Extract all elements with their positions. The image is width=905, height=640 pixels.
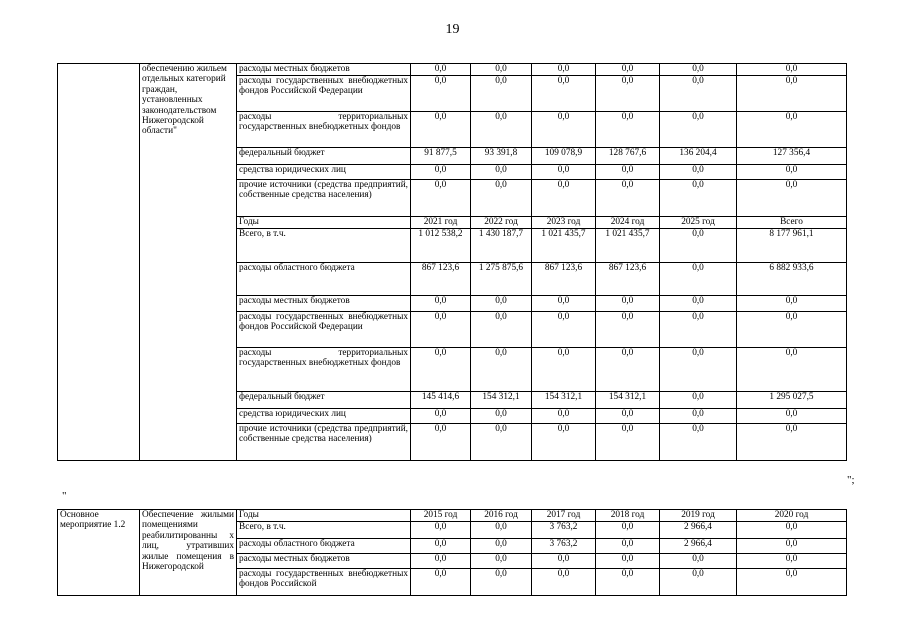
year-header-cell: 2016 год bbox=[471, 510, 532, 522]
value-cell: 867 123,6 bbox=[596, 263, 660, 296]
year-header-cell: 2019 год bbox=[660, 510, 737, 522]
value-cell: 0,0 bbox=[737, 424, 847, 461]
measure-name-cell: Основное мероприятие 1.2 bbox=[58, 510, 140, 596]
value-cell: 0,0 bbox=[532, 64, 596, 76]
year-header-cell: 2025 год bbox=[660, 217, 737, 229]
value-cell: 128 767,6 bbox=[596, 148, 660, 165]
value-cell: 154 312,1 bbox=[596, 392, 660, 409]
value-cell: 0,0 bbox=[471, 76, 532, 112]
value-cell: 0,0 bbox=[660, 569, 737, 596]
value-cell: 0,0 bbox=[596, 112, 660, 148]
source-label-cell: Всего, в т.ч. bbox=[237, 229, 411, 263]
source-label-cell: Всего, в т.ч. bbox=[237, 522, 411, 539]
value-cell: 2 966,4 bbox=[660, 539, 737, 554]
value-cell: 0,0 bbox=[596, 539, 660, 554]
year-header-cell: 2024 год bbox=[596, 217, 660, 229]
value-cell: 0,0 bbox=[532, 348, 596, 392]
value-cell: 145 414,6 bbox=[411, 392, 471, 409]
source-label-cell: прочие источники (средства предприятий, собственные средства населения) bbox=[237, 180, 411, 217]
value-cell: 0,0 bbox=[411, 522, 471, 539]
value-cell: 93 391,8 bbox=[471, 148, 532, 165]
value-cell: 0,0 bbox=[737, 312, 847, 348]
years-label-cell: Годы bbox=[237, 217, 411, 229]
value-cell: 0,0 bbox=[411, 539, 471, 554]
value-cell: 127 356,4 bbox=[737, 148, 847, 165]
value-cell: 0,0 bbox=[660, 424, 737, 461]
value-cell: 109 078,9 bbox=[532, 148, 596, 165]
value-cell: 0,0 bbox=[471, 64, 532, 76]
year-header-cell: 2023 год bbox=[532, 217, 596, 229]
value-cell: 0,0 bbox=[596, 424, 660, 461]
source-label-cell: расходы государственных внебюджетных фондов Российской Федерации bbox=[237, 76, 411, 112]
source-label-cell: федеральный бюджет bbox=[237, 148, 411, 165]
value-cell: 0,0 bbox=[660, 554, 737, 569]
source-label-cell: расходы местных бюджетов bbox=[237, 554, 411, 569]
source-label-cell: прочие источники (средства предприятий, собственные средства населения) bbox=[237, 424, 411, 461]
value-cell: 0,0 bbox=[596, 64, 660, 76]
source-label-cell: средства юридических лиц bbox=[237, 165, 411, 180]
value-cell: 0,0 bbox=[411, 312, 471, 348]
value-cell: 0,0 bbox=[532, 554, 596, 569]
opening-quote-mark: " bbox=[62, 490, 67, 502]
value-cell: 0,0 bbox=[471, 165, 532, 180]
value-cell: 136 204,4 bbox=[660, 148, 737, 165]
value-cell: 1 295 027,5 bbox=[737, 392, 847, 409]
value-cell: 0,0 bbox=[737, 112, 847, 148]
value-cell: 0,0 bbox=[660, 76, 737, 112]
source-label-cell: расходы областного бюджета bbox=[237, 539, 411, 554]
value-cell: 0,0 bbox=[660, 112, 737, 148]
value-cell: 0,0 bbox=[411, 554, 471, 569]
value-cell: 0,0 bbox=[411, 180, 471, 217]
value-cell: 0,0 bbox=[737, 554, 847, 569]
value-cell: 0,0 bbox=[596, 180, 660, 217]
table-row bbox=[58, 64, 847, 76]
value-cell: 1 275 875,6 bbox=[471, 263, 532, 296]
value-cell: 0,0 bbox=[471, 312, 532, 348]
value-cell: 0,0 bbox=[596, 76, 660, 112]
value-cell: 0,0 bbox=[596, 312, 660, 348]
value-cell: 0,0 bbox=[411, 424, 471, 461]
value-cell: 0,0 bbox=[596, 554, 660, 569]
source-label-cell: расходы государственных внебюджетных фондов Российской bbox=[237, 569, 411, 596]
value-cell: 0,0 bbox=[596, 348, 660, 392]
value-cell: 0,0 bbox=[737, 539, 847, 554]
financing-table-measure-1-2 bbox=[57, 509, 847, 596]
value-cell: 0,0 bbox=[737, 76, 847, 112]
value-cell: 0,0 bbox=[532, 165, 596, 180]
value-cell: 0,0 bbox=[471, 424, 532, 461]
value-cell: 0,0 bbox=[660, 348, 737, 392]
value-cell: 867 123,6 bbox=[411, 263, 471, 296]
year-header-cell: 2022 год bbox=[471, 217, 532, 229]
value-cell: 0,0 bbox=[660, 180, 737, 217]
value-cell: 0,0 bbox=[532, 424, 596, 461]
value-cell: 0,0 bbox=[660, 312, 737, 348]
value-cell: 0,0 bbox=[596, 569, 660, 596]
value-cell: 0,0 bbox=[596, 165, 660, 180]
value-cell: 0,0 bbox=[737, 64, 847, 76]
financing-table-continued bbox=[57, 63, 847, 461]
source-label-cell: расходы областного бюджета bbox=[237, 263, 411, 296]
value-cell: 1 021 435,7 bbox=[532, 229, 596, 263]
value-cell: 0,0 bbox=[660, 296, 737, 312]
value-cell: 0,0 bbox=[660, 64, 737, 76]
year-header-cell: 2015 год bbox=[411, 510, 471, 522]
year-header-cell: Всего bbox=[737, 217, 847, 229]
value-cell: 8 177 961,1 bbox=[737, 229, 847, 263]
year-header-cell: 2018 год bbox=[596, 510, 660, 522]
value-cell: 0,0 bbox=[532, 296, 596, 312]
value-cell: 0,0 bbox=[596, 522, 660, 539]
value-cell: 0,0 bbox=[471, 180, 532, 217]
closing-quote-mark: "; bbox=[847, 474, 855, 486]
value-cell: 0,0 bbox=[737, 348, 847, 392]
measure-description-cell: Обеспечение жилыми помещениями реабилитированны х лиц, утративших жилые помещения в Нижегородской bbox=[140, 510, 237, 596]
value-cell: 1 021 435,7 bbox=[596, 229, 660, 263]
year-header-cell: 2021 год bbox=[411, 217, 471, 229]
value-cell: 867 123,6 bbox=[532, 263, 596, 296]
value-cell: 0,0 bbox=[737, 409, 847, 424]
value-cell: 0,0 bbox=[471, 569, 532, 596]
value-cell: 0,0 bbox=[532, 76, 596, 112]
value-cell: 0,0 bbox=[660, 165, 737, 180]
value-cell: 0,0 bbox=[532, 112, 596, 148]
value-cell: 154 312,1 bbox=[471, 392, 532, 409]
years-label-cell: Годы bbox=[237, 510, 411, 522]
value-cell: 0,0 bbox=[411, 76, 471, 112]
value-cell: 0,0 bbox=[596, 296, 660, 312]
value-cell: 0,0 bbox=[471, 409, 532, 424]
value-cell: 0,0 bbox=[411, 409, 471, 424]
source-label-cell: расходы территориальных государственных внебюджетных фондов bbox=[237, 112, 411, 148]
value-cell: 0,0 bbox=[532, 180, 596, 217]
value-cell: 0,0 bbox=[737, 569, 847, 596]
value-cell: 0,0 bbox=[411, 348, 471, 392]
value-cell: 0,0 bbox=[471, 539, 532, 554]
value-cell: 0,0 bbox=[532, 312, 596, 348]
source-label-cell: федеральный бюджет bbox=[237, 392, 411, 409]
value-cell: 0,0 bbox=[737, 522, 847, 539]
source-label-cell: расходы местных бюджетов bbox=[237, 64, 411, 76]
value-cell: 0,0 bbox=[532, 409, 596, 424]
value-cell: 0,0 bbox=[411, 569, 471, 596]
value-cell: 6 882 933,6 bbox=[737, 263, 847, 296]
value-cell: 0,0 bbox=[471, 554, 532, 569]
years-header-row bbox=[58, 510, 847, 522]
value-cell: 0,0 bbox=[411, 165, 471, 180]
value-cell: 91 877,5 bbox=[411, 148, 471, 165]
value-cell: 0,0 bbox=[471, 522, 532, 539]
value-cell: 0,0 bbox=[660, 229, 737, 263]
value-cell: 0,0 bbox=[596, 409, 660, 424]
value-cell: 0,0 bbox=[660, 263, 737, 296]
value-cell: 0,0 bbox=[411, 296, 471, 312]
description-cell: обеспечению жильем отдельных категорий граждан, установленных законодательством Нижегородской области" bbox=[140, 64, 237, 461]
value-cell: 0,0 bbox=[660, 392, 737, 409]
year-header-cell: 2017 год bbox=[532, 510, 596, 522]
program-cell bbox=[58, 64, 140, 461]
value-cell: 2 966,4 bbox=[660, 522, 737, 539]
year-header-cell: 2020 год bbox=[737, 510, 847, 522]
value-cell: 0,0 bbox=[411, 112, 471, 148]
value-cell: 0,0 bbox=[660, 409, 737, 424]
value-cell: 0,0 bbox=[411, 64, 471, 76]
value-cell: 154 312,1 bbox=[532, 392, 596, 409]
value-cell: 1 430 187,7 bbox=[471, 229, 532, 263]
source-label-cell: средства юридических лиц bbox=[237, 409, 411, 424]
source-label-cell: расходы государственных внебюджетных фондов Российской Федерации bbox=[237, 312, 411, 348]
value-cell: 3 763,2 bbox=[532, 539, 596, 554]
value-cell: 0,0 bbox=[471, 296, 532, 312]
value-cell: 3 763,2 bbox=[532, 522, 596, 539]
page-number: 19 bbox=[445, 22, 460, 37]
value-cell: 0,0 bbox=[471, 112, 532, 148]
value-cell: 0,0 bbox=[532, 569, 596, 596]
value-cell: 0,0 bbox=[737, 165, 847, 180]
source-label-cell: расходы территориальных государственных внебюджетных фондов bbox=[237, 348, 411, 392]
source-label-cell: расходы местных бюджетов bbox=[237, 296, 411, 312]
value-cell: 1 012 538,2 bbox=[411, 229, 471, 263]
value-cell: 0,0 bbox=[471, 348, 532, 392]
value-cell: 0,0 bbox=[737, 180, 847, 217]
value-cell: 0,0 bbox=[737, 296, 847, 312]
